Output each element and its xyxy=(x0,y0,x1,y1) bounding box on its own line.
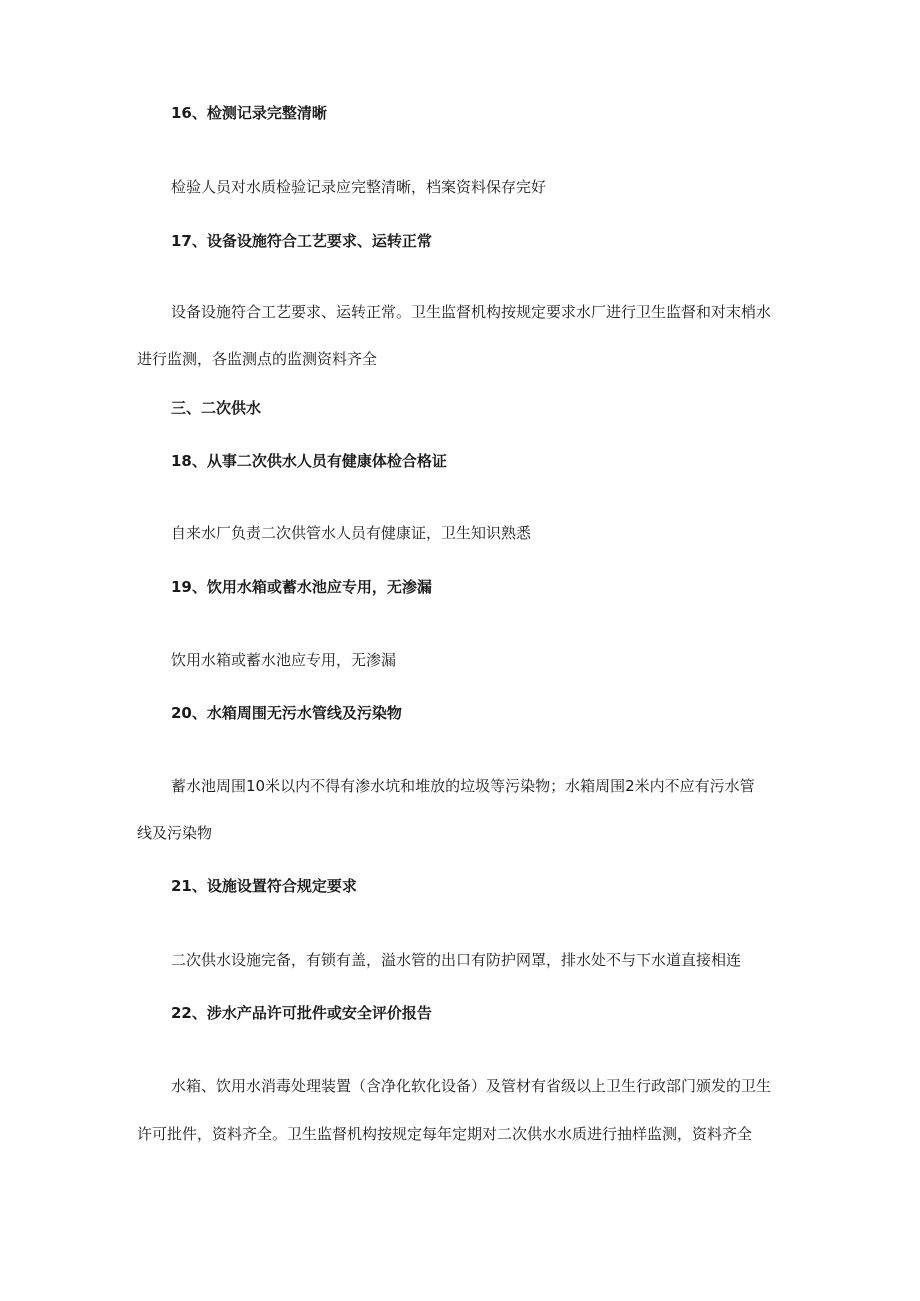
item-18-heading: 18、从事二次供水人员有健康体检合格证 xyxy=(171,452,447,470)
item-16-text: 检验人员对水质检验记录应完整清晰，档案资料保存完好 xyxy=(171,178,547,196)
item-22-heading: 22、涉水产品许可批件或安全评价报告 xyxy=(171,1004,432,1022)
item-17-text-line1: 设备设施符合工艺要求、运转正常。卫生监督机构按规定要求水厂进行卫生监督和对末梢水 xyxy=(171,303,772,321)
item-17-heading: 17、设备设施符合工艺要求、运转正常 xyxy=(171,232,432,250)
item-22-text-line2: 许可批件，资料齐全。卫生监督机构按规定每年定期对二次供水水质进行抽样监测，资料齐全 xyxy=(137,1125,753,1143)
section-3-heading: 三、二次供水 xyxy=(171,399,262,417)
item-22-text-line1: 水箱、饮用水消毒处理装置（含净化软化设备）及管材有省级以上卫生行政部门颁发的卫生 xyxy=(171,1077,772,1095)
item-20-heading: 20、水箱周围无污水管线及污染物 xyxy=(171,704,402,722)
item-17-text-line2: 进行监测，各监测点的监测资料齐全 xyxy=(137,350,378,368)
item-20-text-line1: 蓄水池周围10米以内不得有渗水坑和堆放的垃圾等污染物；水箱周围2米内不应有污水管 xyxy=(171,777,755,795)
item-19-text: 饮用水箱或蓄水池应专用，无渗漏 xyxy=(171,651,397,669)
item-19-heading: 19、饮用水箱或蓄水池应专用，无渗漏 xyxy=(171,578,432,596)
item-20-text-line2: 线及污染物 xyxy=(137,824,213,842)
item-21-text: 二次供水设施完备，有锁有盖，溢水管的出口有防护网罩，排水处不与下水道直接相连 xyxy=(171,951,742,969)
item-16-heading: 16、检测记录完整清晰 xyxy=(171,104,327,122)
item-18-text: 自来水厂负责二次供管水人员有健康证，卫生知识熟悉 xyxy=(171,524,532,542)
item-21-heading: 21、设施设置符合规定要求 xyxy=(171,877,357,895)
